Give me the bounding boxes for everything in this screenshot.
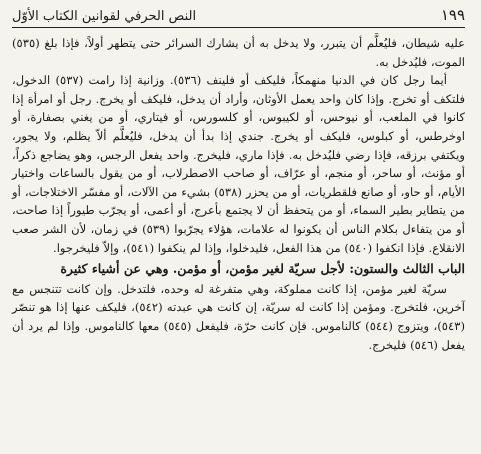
chapter-paragraph: سريّة لغير مؤمن، إذا كانت مملوكة، وهي متفرغة له وحده، فلتدخل. وإن كانت تتنجس مع آخرين، فلتخرج. ومؤمن إذا كانت له سريّة، إن كانت هي عبدته (٥٤٢)، فليكف عنها إذا هو تنصّر (٥٤٣)، ويتزوج (٥٤٤) كالناموس. فإن كانت حرّة، فليفعل (٥٤٥) معها كالناموس. وإذا لم يرد أن يفعل (٥٤٦) فليخرج. xyxy=(12,281,465,352)
page-body xyxy=(12,34,465,354)
paragraph-main: أيما رجل كان في الدنيا منهمكاً، فليكف أو فلينف (٥٣٦). وزانية إذا رامت (٥٣٧) الدخول، فلتكف أو تخرج. وإذا كان واحد يعمل الأوثان، وأراد أن يدخل، فليكف أو يخرج. رجل أو امرأة إذا كانوا في الملعب، أو نيوحس، أو لكيبوس، أو كلسورس، أو فيتاري، أو من يغني بصفارة، أو اوخرطس، أو كبلوس، فليكف أو يخرج. جندي إذا بدأ أن يدخل، فليُعلَّم ألاّ يظلم، ولا يجور، ويكتفي برزقه، فإذا رضي فليُدخل به. فإذا ماري، فليخرج. واحد يفعل الرجس، وهو يضاجع ذكراً، أو مؤنث، أو ساحر، أو منجم، أو عرّاف، أو صاحب الاصطرلاب، أو من يقول بالساعات واختيار الأيام، أو حاو، أو صانع فلقطريات، أو من يحزر (٥٣٨) بشيء من الآلات، أو مفسّر الاختلاجات، أو من يتطاير بطير السماء، أو من يتحفظ أن لا يجتمع بأعرج، أو أعمى، أو يجرّب طيوراً إذا صاحت، أو من يتفاءل بكلام الناس أن يكونوا له علامات، هؤلاء يجرّبوا (٥٣٩) في زمان، لأن الشر صعب الانقلاع. فإذا انكفوا (٥٤٠) من هذا الفعل، فليدخلوا، وإذا لم ينكفوا (٥٤١)، وإلاّ فليخرجوا. xyxy=(12,73,465,255)
header-rule xyxy=(12,27,465,28)
paragraph-continuation: عليه شيطان، فليُعلَّم أن يتبرر، ولا يدخل به أن يشارك السرائر حتى يتطهر أولاً، فإذا بلغ (٥٣٥) الموت، فليُدخل به. xyxy=(12,36,465,69)
page-header xyxy=(12,6,465,24)
chapter-heading: الباب الثالث والستون: لأجل سريّة لغير مؤمن، أو مؤمن. وهي عن أشياء كثيرة xyxy=(60,261,465,277)
page-number: ١٩٩ xyxy=(440,6,465,24)
running-title: النص الحرفي لقوانين الكتاب الأوّل xyxy=(12,9,197,24)
